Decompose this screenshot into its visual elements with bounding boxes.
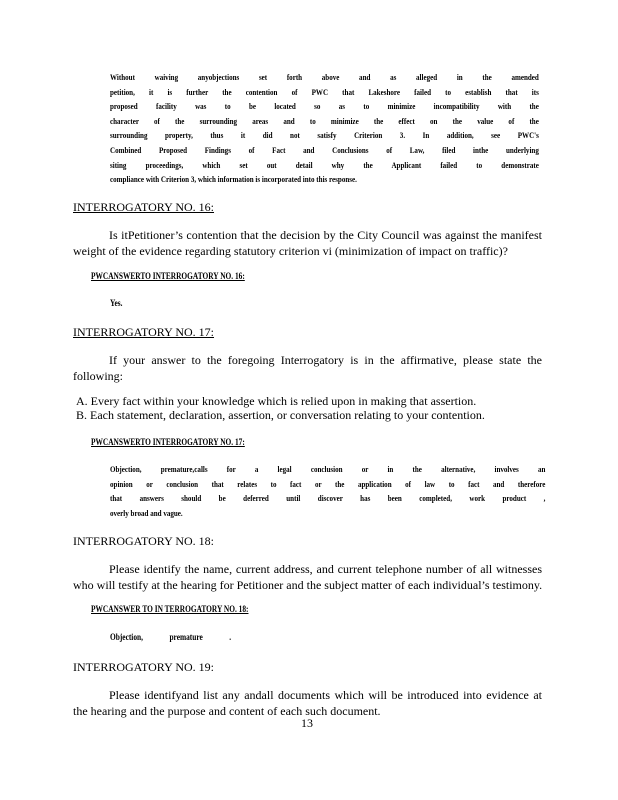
answer-17-heading: PWCANSWERTO INTERROGATORY NO. 17: [91,437,245,447]
answer-17-text [110,462,545,520]
page-number: 13 [301,716,313,730]
answer-line: that answers should be deferred until discover has been completed, work product , [110,493,546,504]
interrogatory-19-heading: INTERROGATORY NO. 19: [73,660,215,674]
interrogatory-17-question [73,352,542,384]
question-line: who will testify at the hearing for Petitioner and the subject matter of each individual’s testimony. [73,578,543,592]
question-line: Please identifyand list any andall documents which will be introduced into evidence at [109,688,542,702]
interrogatory-17-heading: INTERROGATORY NO. 17: [73,325,215,339]
list-item: B. Each statement, declaration, assertion, or conversation relating to your contention. [76,408,485,422]
question-line: If your answer to the foregoing Interrogatory is in the affirmative, please state the [109,353,542,367]
answer-line: Objection, premature,calls for a legal conclusion or in the alternative, involves an [110,464,546,474]
question-line: Please identify the name, current address, and current telephone number of all witnesses [109,562,542,576]
paragraph-line: petition, it is further the contention of PWC that Lakeshore failed to establish that its [110,86,539,97]
question-line: the hearing and the purpose and content of each such document. [73,704,381,718]
contention-paragraph [110,70,539,187]
paragraph-line: Without waiving anyobjections set forth above and as alleged in the amended [110,72,539,82]
interrogatory-16-heading: INTERROGATORY NO. 16: [73,200,215,214]
paragraph-line: compliance with Criterion 3, which information is incorporated into this response. [110,174,357,185]
answer-line: overly broad and vague. [110,507,183,518]
answer-line: opinion or conclusion that relates to fact or the application of law to fact and therefore [110,478,546,489]
interrogatory-18-heading: INTERROGATORY NO. 18: [73,534,215,548]
paragraph-line: character of the surrounding areas and to minimize the effect on the value of the [110,115,539,126]
interrogatory-19-question [73,687,542,719]
paragraph-line: surrounding property, thus it did not satisfy Criterion 3. In addition, see PWC's [110,130,539,141]
interrogatory-18-question [73,561,542,593]
question-line: weight of the evidence regarding statutory criterion vi (minimization of impact on traffic)? [73,244,508,258]
paragraph-line: siting proceedings, which set out detail why the Applicant failed to demonstrate [110,159,539,170]
answer-16-heading: PWCANSWERTO INTERROGATORY NO. 16: [91,271,245,281]
answer-18-text: Objection, premature . [110,632,232,642]
answer-16-text: Yes. [110,298,123,308]
answer-18-heading: PWCANSWER TO IN TERROGATORY NO. 18: [91,604,249,614]
paragraph-line: proposed facility was to be located so as to minimize incompatibility with the [110,101,539,112]
question-line: following: [73,369,123,383]
list-item: A. Every fact within your knowledge which is relied upon in making that assertion. [76,394,477,408]
paragraph-line: Combined Proposed Findings of Fact and Conclusions of Law, filed inthe underlying [110,144,539,155]
interrogatory-16-question [73,227,542,259]
question-line: Is itPetitioner’s contention that the decision by the City Council was against the manifest [109,228,542,242]
